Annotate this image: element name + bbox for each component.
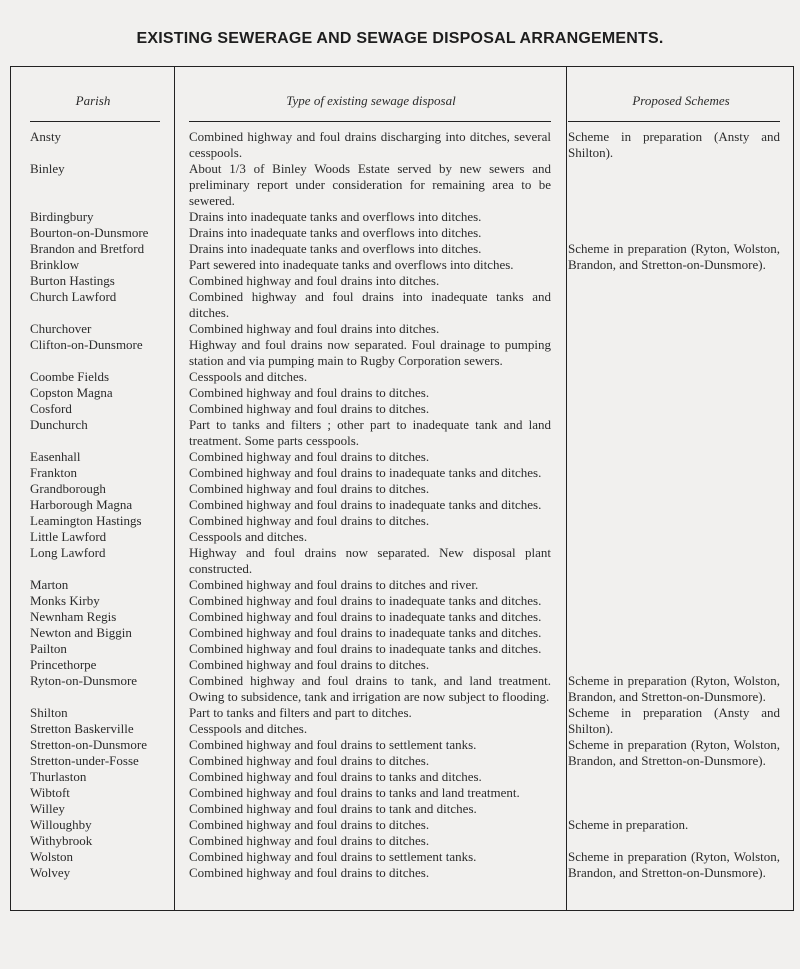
- table-row: [0, 257, 800, 273]
- row-disposal-type: Combined highway and foul drains to ditches.: [189, 449, 430, 464]
- table-row: [0, 801, 800, 817]
- table-row: [0, 865, 800, 881]
- table-row: [0, 273, 800, 289]
- row-parish: Easenhall: [30, 449, 81, 464]
- page-title: EXISTING SEWERAGE AND SEWAGE DISPOSAL ARRANGEMENTS.: [136, 30, 664, 47]
- row-disposal-type: Combined highway and foul drains into ditches.: [189, 273, 440, 288]
- row-disposal-type: Combined highway and foul drains to ditches.: [189, 513, 430, 528]
- table-row: [0, 401, 800, 417]
- row-parish: Newton and Biggin: [30, 625, 132, 640]
- table-row: [0, 577, 800, 593]
- row-parish: Ansty: [30, 129, 62, 144]
- table-row: [0, 465, 800, 481]
- row-disposal-type: Combined highway and foul drains discharging into ditches, several cesspools.: [189, 129, 551, 160]
- row-parish: Cosford: [30, 401, 72, 416]
- table-row: [0, 753, 800, 769]
- row-proposed-scheme: Scheme in preparation (Ryton, Wolston, Brandon, and Stretton-on-Dunsmore).: [568, 737, 780, 768]
- row-disposal-type: Drains into inadequate tanks and overflows into ditches.: [189, 225, 482, 240]
- row-parish: Clifton-on-Dunsmore: [30, 337, 143, 352]
- row-parish: Ryton-on-Dunsmore: [30, 673, 138, 688]
- table-row: [0, 529, 800, 545]
- row-disposal-type: Combined highway and foul drains to inadequate tanks and ditches.: [189, 497, 542, 512]
- row-disposal-type: Combined highway and foul drains to ditches.: [189, 753, 430, 768]
- table-row: [0, 817, 800, 833]
- row-disposal-type: Combined highway and foul drains to ditches.: [189, 401, 430, 416]
- row-disposal-type: Combined highway and foul drains to ditches.: [189, 385, 430, 400]
- row-disposal-type: Cesspools and ditches.: [189, 529, 308, 544]
- row-parish: Wolston: [30, 849, 74, 864]
- row-parish: Harborough Magna: [30, 497, 133, 512]
- row-disposal-type: Highway and foul drains now separated. New disposal plant constructed.: [189, 545, 551, 576]
- row-proposed-scheme: Scheme in preparation (Ansty and Shilton).: [568, 129, 780, 160]
- header-parish: Parish: [75, 93, 111, 108]
- row-parish: Copston Magna: [30, 385, 113, 400]
- header-proposed: Proposed Schemes: [632, 93, 730, 108]
- row-parish: Church Lawford: [30, 289, 117, 304]
- table-row: [0, 609, 800, 625]
- row-disposal-type: Combined highway and foul drains to ditches and river.: [189, 577, 479, 592]
- table-row: [0, 641, 800, 657]
- row-parish: Marton: [30, 577, 69, 592]
- row-parish: Monks Kirby: [30, 593, 100, 608]
- row-disposal-type: Combined highway and foul drains into ditches.: [189, 321, 440, 336]
- row-parish: Newnham Regis: [30, 609, 117, 624]
- row-parish: Birdingbury: [30, 209, 94, 224]
- row-disposal-type: Combined highway and foul drains to ditches.: [189, 817, 430, 832]
- row-disposal-type: Cesspools and ditches.: [189, 369, 308, 384]
- table-row: [0, 369, 800, 385]
- row-parish: Leamington Hastings: [30, 513, 142, 528]
- table-row: [0, 497, 800, 513]
- table-row: [0, 785, 800, 801]
- row-proposed-scheme: Scheme in preparation (Ryton, Wolston, Brandon, and Stretton-on-Dunsmore).: [568, 241, 780, 272]
- row-parish: Brinklow: [30, 257, 80, 272]
- table-row: [0, 209, 800, 225]
- row-parish: Willey: [30, 801, 65, 816]
- row-disposal-type: About 1/3 of Binley Woods Estate served by new sewers and preliminary report under consideration for remaining area to be sewered.: [189, 161, 551, 208]
- row-parish: Pailton: [30, 641, 67, 656]
- table-row: [0, 225, 800, 241]
- row-parish: Long Lawford: [30, 545, 106, 560]
- table-row: [0, 657, 800, 673]
- row-parish: Little Lawford: [30, 529, 107, 544]
- table-row: [0, 385, 800, 401]
- table-row: [0, 673, 800, 705]
- table-row: [0, 129, 800, 161]
- row-parish: Binley: [30, 161, 65, 176]
- row-parish: Coombe Fields: [30, 369, 110, 384]
- table-body: [0, 129, 800, 881]
- row-disposal-type: Combined highway and foul drains to ditches.: [189, 657, 430, 672]
- table-row: [0, 721, 800, 737]
- table-row: [0, 625, 800, 641]
- row-disposal-type: Combined highway and foul drains to ditches.: [189, 481, 430, 496]
- row-parish: Stretton-on-Dunsmore: [30, 737, 147, 752]
- row-disposal-type: Combined highway and foul drains to inadequate tanks and ditches.: [189, 625, 542, 640]
- row-parish: Bourton-on-Dunsmore: [30, 225, 149, 240]
- row-disposal-type: Combined highway and foul drains to inadequate tanks and ditches.: [189, 609, 542, 624]
- row-proposed-scheme: Scheme in preparation (Ryton, Wolston, Brandon, and Stretton-on-Dunsmore).: [568, 673, 780, 704]
- row-disposal-type: Combined highway and foul drains to inadequate tanks and ditches.: [189, 641, 542, 656]
- header-rule: [30, 121, 160, 122]
- row-parish: Withybrook: [30, 833, 93, 848]
- table-row: [0, 481, 800, 497]
- row-disposal-type: Combined highway and foul drains to settlement tanks.: [189, 849, 477, 864]
- table-row: [0, 449, 800, 465]
- row-proposed-scheme: Scheme in preparation.: [568, 817, 689, 832]
- row-parish: Wolvey: [30, 865, 71, 880]
- row-disposal-type: Part to tanks and filters and part to ditches.: [189, 705, 412, 720]
- row-disposal-type: Cesspools and ditches.: [189, 721, 308, 736]
- row-parish: Frankton: [30, 465, 77, 480]
- row-parish: Grandborough: [30, 481, 106, 496]
- row-proposed-scheme: Scheme in preparation (Ryton, Wolston, Brandon, and Stretton-on-Dunsmore).: [568, 849, 780, 880]
- row-disposal-type: Drains into inadequate tanks and overflows into ditches.: [189, 241, 482, 256]
- row-proposed-scheme: Scheme in preparation (Ansty and Shilton).: [568, 705, 780, 736]
- row-disposal-type: Combined highway and foul drains to tanks and ditches.: [189, 769, 482, 784]
- row-disposal-type: Part to tanks and filters ; other part to inadequate tank and land treatment. Some parts cesspools.: [189, 417, 551, 448]
- row-parish: Princethorpe: [30, 657, 97, 672]
- row-disposal-type: Drains into inadequate tanks and overflows into ditches.: [189, 209, 482, 224]
- row-parish: Brandon and Bretford: [30, 241, 145, 256]
- header-rule: [189, 121, 551, 122]
- table-row: [0, 417, 800, 449]
- row-disposal-type: Combined highway and foul drains to ditches.: [189, 865, 430, 880]
- table-row: [0, 337, 800, 369]
- table-row: [0, 289, 800, 321]
- table-row: [0, 833, 800, 849]
- row-parish: Thurlaston: [30, 769, 87, 784]
- table-row: [0, 321, 800, 337]
- row-disposal-type: Combined highway and foul drains to tank, and land treatment. Owing to subsidence, tank and irrigation are now subject to flooding.: [189, 673, 551, 704]
- row-disposal-type: Part sewered into inadequate tanks and overflows into ditches.: [189, 257, 514, 272]
- row-disposal-type: Combined highway and foul drains to settlement tanks.: [189, 737, 477, 752]
- table-row: [0, 769, 800, 785]
- row-parish: Dunchurch: [30, 417, 88, 432]
- row-parish: Stretton Baskerville: [30, 721, 134, 736]
- row-disposal-type: Combined highway and foul drains to tank and ditches.: [189, 801, 477, 816]
- row-disposal-type: Combined highway and foul drains to inadequate tanks and ditches.: [189, 465, 542, 480]
- table-row: [0, 593, 800, 609]
- row-disposal-type: Combined highway and foul drains to ditches.: [189, 833, 430, 848]
- row-parish: Churchover: [30, 321, 92, 336]
- row-disposal-type: Combined highway and foul drains into inadequate tanks and ditches.: [189, 289, 551, 320]
- row-parish: Willoughby: [30, 817, 92, 832]
- table-row: [0, 161, 800, 209]
- row-parish: Wibtoft: [30, 785, 70, 800]
- row-disposal-type: Combined highway and foul drains to tanks and land treatment.: [189, 785, 520, 800]
- table-row: [0, 513, 800, 529]
- row-parish: Stretton-under-Fosse: [30, 753, 139, 768]
- table-row: [0, 545, 800, 577]
- row-parish: Shilton: [30, 705, 68, 720]
- header-rule: [568, 121, 780, 122]
- row-disposal-type: Highway and foul drains now separated. Foul drainage to pumping station and via pumping main to Rugby Corporation sewers.: [189, 337, 551, 368]
- row-disposal-type: Combined highway and foul drains to inadequate tanks and ditches.: [189, 593, 542, 608]
- row-parish: Burton Hastings: [30, 273, 115, 288]
- header-type: Type of existing sewage disposal: [286, 93, 456, 108]
